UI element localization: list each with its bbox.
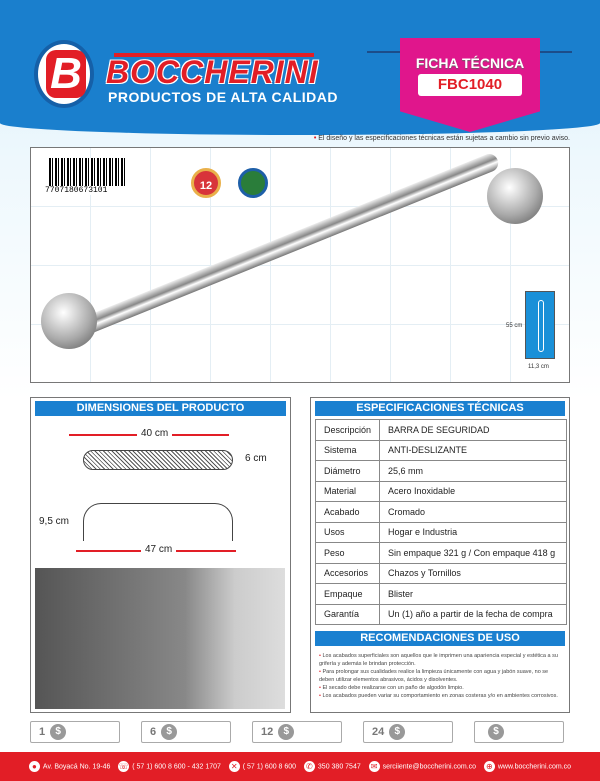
mail-icon: ✉ bbox=[369, 761, 380, 772]
spec-row bbox=[316, 440, 567, 461]
notice: • El diseño y las especificaciones técnicas están sujetas a cambio sin previo aviso. bbox=[313, 135, 570, 142]
package-width: 11,3 cm bbox=[528, 364, 549, 370]
spec-value: BARRA DE SEGURIDAD bbox=[380, 420, 567, 441]
service-text: ( 57 1) 600 8 600 bbox=[242, 763, 297, 771]
web-text: www.boccherini.com.co bbox=[497, 763, 572, 771]
whatsapp-icon: ✆ bbox=[304, 761, 315, 772]
warranty-seal: 12 bbox=[191, 168, 221, 198]
spec-value: Cromado bbox=[380, 502, 567, 523]
phone-icon: ☏ bbox=[118, 762, 129, 771]
location-icon: ● bbox=[29, 761, 40, 772]
price-qty: 1 bbox=[39, 726, 46, 738]
spec-value: Un (1) año a partir de la fecha de compra bbox=[380, 604, 567, 625]
length-total: 47 cm bbox=[141, 544, 176, 555]
bar-side-view bbox=[83, 503, 233, 541]
height: 9,5 cm bbox=[39, 516, 70, 527]
email-text: serciiente@boccherini.com.co bbox=[382, 763, 477, 771]
dimensions-panel bbox=[30, 397, 291, 713]
price-qty: 6 bbox=[150, 726, 157, 738]
footer bbox=[0, 752, 600, 781]
brand-name: BOCCHERINI bbox=[106, 54, 319, 90]
price-box[interactable] bbox=[252, 721, 342, 743]
footer-phone[interactable] bbox=[118, 761, 221, 772]
spec-row bbox=[316, 543, 567, 564]
notice-text: El diseño y las especificaciones técnicas están sujetas a cambio sin previo aviso. bbox=[318, 135, 570, 142]
spec-value: ANTI-DESLIZANTE bbox=[380, 440, 567, 461]
eco-seal bbox=[238, 168, 268, 198]
spec-row bbox=[316, 563, 567, 584]
spec-label: Acabado bbox=[316, 502, 380, 523]
bar-flange-right bbox=[487, 168, 543, 224]
spec-value: Hogar e Industria bbox=[380, 522, 567, 543]
recommendation-item: • Los acabados superficiales son aquellos que le imprimen una apariencia especial y estética a su grifería y además le brindan protección. bbox=[319, 652, 561, 668]
spec-row bbox=[316, 420, 567, 441]
package-image bbox=[525, 291, 555, 359]
spec-label: Sistema bbox=[316, 440, 380, 461]
price-box[interactable] bbox=[474, 721, 564, 743]
spec-row bbox=[316, 604, 567, 625]
spec-row bbox=[316, 481, 567, 502]
spec-row bbox=[316, 461, 567, 482]
specs-title: ESPECIFICACIONES TÉCNICAS bbox=[315, 401, 565, 416]
footer-email[interactable] bbox=[369, 761, 476, 772]
spec-value: Sin empaque 321 g / Con empaque 418 g bbox=[380, 543, 567, 564]
dollar-icon: $ bbox=[488, 724, 504, 740]
spec-label: Peso bbox=[316, 543, 380, 564]
spec-label: Material bbox=[316, 481, 380, 502]
spec-label: Empaque bbox=[316, 584, 380, 605]
installation-photo bbox=[35, 568, 285, 709]
package-bar bbox=[538, 300, 544, 352]
spec-label: Usos bbox=[316, 522, 380, 543]
spec-value: Chazos y Tornillos bbox=[380, 563, 567, 584]
spec-row bbox=[316, 502, 567, 523]
product-image-panel bbox=[30, 147, 570, 383]
bar-flange-left bbox=[41, 293, 97, 349]
spec-label: Diámetro bbox=[316, 461, 380, 482]
price-box[interactable] bbox=[30, 721, 120, 743]
spec-row bbox=[316, 584, 567, 605]
dimensions-title: DIMENSIONES DEL PRODUCTO bbox=[35, 401, 286, 416]
specs-panel bbox=[310, 397, 570, 713]
spec-value: 25,6 mm bbox=[380, 461, 567, 482]
footer-web[interactable] bbox=[484, 761, 571, 772]
price-box[interactable] bbox=[141, 721, 231, 743]
package-height: 55 cm bbox=[506, 323, 523, 329]
logo-letter: B bbox=[46, 50, 86, 98]
grab-bar-image bbox=[68, 151, 501, 340]
depth: 6 cm bbox=[245, 453, 267, 464]
recommendations bbox=[311, 631, 569, 703]
spec-row bbox=[316, 522, 567, 543]
price-qty: 12 bbox=[261, 726, 274, 738]
brand-logo bbox=[34, 40, 94, 108]
price-box[interactable] bbox=[363, 721, 453, 743]
spec-label: Garantía bbox=[316, 604, 380, 625]
barcode bbox=[49, 158, 127, 186]
dollar-icon: $ bbox=[278, 724, 294, 740]
recommendations-title: RECOMENDACIONES DE USO bbox=[315, 631, 565, 646]
dollar-icon: $ bbox=[50, 724, 66, 740]
spec-label: Accesorios bbox=[316, 563, 380, 584]
product-code: FBC1040 bbox=[418, 74, 522, 96]
recommendation-item: • Para prolongar sus cualidades realice la limpieza únicamente con agua y jabón suave, no se deben utilizar elementos abrasivos, ácidos y disolventes. bbox=[319, 668, 561, 684]
barcode-number: 7707180673101 bbox=[45, 186, 108, 195]
price-qty: 24 bbox=[372, 726, 385, 738]
spec-value: Acero Inoxidable bbox=[380, 481, 567, 502]
spec-value: Blister bbox=[380, 584, 567, 605]
address-text: Av. Boyacá No. 19-46 bbox=[42, 763, 111, 771]
sheet-title: FICHA TÉCNICA bbox=[415, 55, 525, 71]
spec-label: Descripción bbox=[316, 420, 380, 441]
phone-text: ( 57 1) 600 8 600 - 432 1707 bbox=[132, 763, 221, 771]
dollar-icon: $ bbox=[389, 724, 405, 740]
footer-service[interactable] bbox=[229, 761, 296, 772]
length-inner: 40 cm bbox=[137, 428, 172, 439]
bar-top-view bbox=[83, 450, 233, 470]
recommendation-item: • Los acabados pueden variar su comportamiento en zonas costeras y/o en ambientes corrosivos. bbox=[319, 692, 561, 700]
recommendation-item: • El secado debe realizarse con un paño de algodón limpio. bbox=[319, 684, 561, 692]
whatsapp-text: 350 380 7547 bbox=[317, 763, 361, 771]
footer-address bbox=[29, 761, 110, 772]
footer-whatsapp[interactable] bbox=[304, 761, 361, 772]
tools-icon: ✕ bbox=[229, 761, 240, 772]
dollar-icon: $ bbox=[161, 724, 177, 740]
globe-icon: ⊕ bbox=[484, 761, 495, 772]
brand-tagline: PRODUCTOS DE ALTA CALIDAD bbox=[108, 89, 339, 105]
specs-table bbox=[315, 419, 567, 625]
